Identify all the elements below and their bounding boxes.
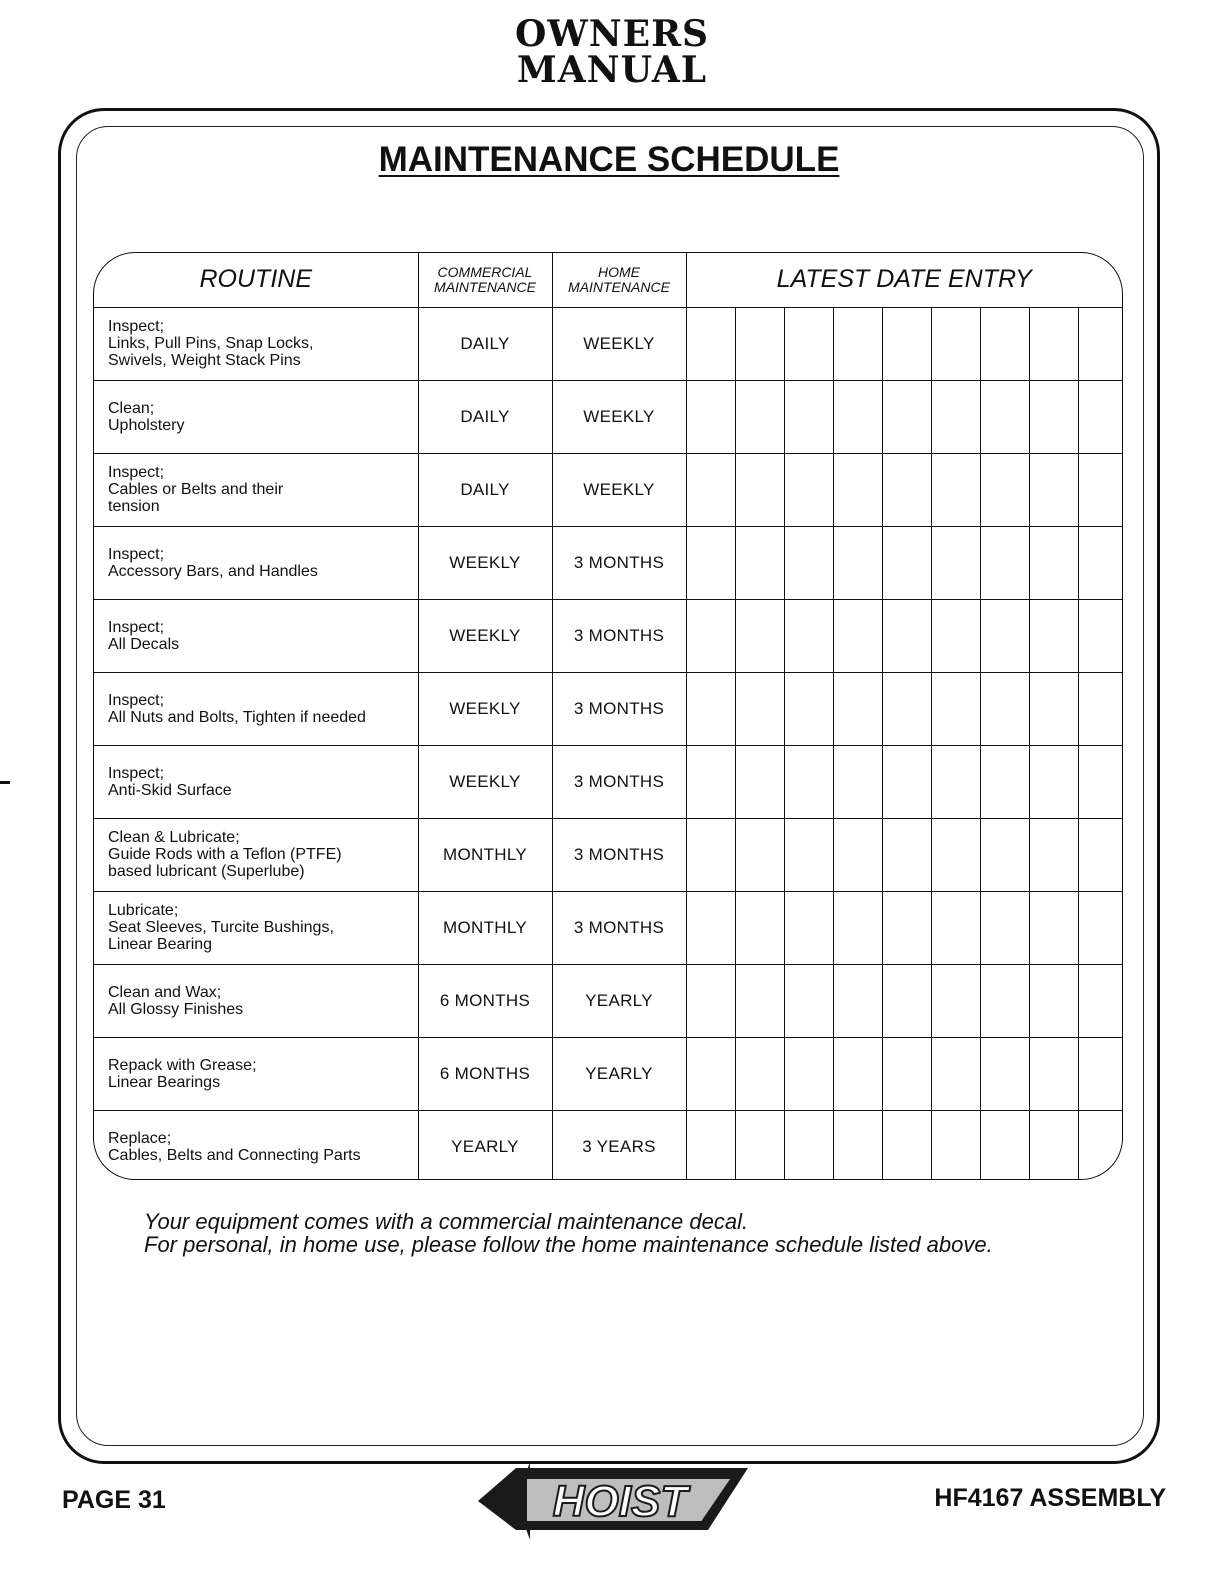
routine-cell [94,1110,418,1180]
date-entry-cell[interactable] [735,745,784,818]
home-frequency: 3 YEARS [552,1110,686,1180]
routine-line: based lubricant (Superlube) [108,863,305,880]
date-entry-cell[interactable] [833,964,882,1037]
date-entry-cell[interactable] [735,453,784,526]
table-row [94,745,1122,818]
date-entry-cell[interactable] [1029,307,1078,380]
date-entry-cell[interactable] [931,307,980,380]
date-entry-cell[interactable] [1078,526,1122,599]
date-entry-cell[interactable] [1029,745,1078,818]
table-body [94,307,1122,1180]
date-entry-cell[interactable] [784,745,833,818]
date-entry-cell[interactable] [686,891,735,964]
header-commercial-line-2: MAINTENANCE [434,278,536,295]
date-entry-cell[interactable] [735,380,784,453]
header-home-maintenance [552,253,686,307]
routine-line: Inspect; [108,545,165,563]
date-entry-cell[interactable] [931,453,980,526]
date-entry-cell[interactable] [931,526,980,599]
home-frequency: 3 MONTHS [552,672,686,745]
date-entry-cell[interactable] [833,818,882,891]
home-frequency: YEARLY [552,1037,686,1110]
table-row [94,307,1122,380]
date-entry-cell[interactable] [931,964,980,1037]
home-frequency: 3 MONTHS [552,818,686,891]
routine-line: Links, Pull Pins, Snap Locks, [108,335,314,352]
routine-cell [94,891,418,964]
date-entry-cell[interactable] [882,380,931,453]
home-frequency: 3 MONTHS [552,891,686,964]
routine-line: Clean; [108,399,155,417]
date-entry-cell[interactable] [784,891,833,964]
date-entry-cell[interactable] [833,745,882,818]
date-entry-cell[interactable] [882,964,931,1037]
home-frequency: 3 MONTHS [552,526,686,599]
routine-line: All Nuts and Bolts, Tighten if needed [108,708,366,726]
date-entry-cell[interactable] [882,307,931,380]
date-entry-cell[interactable] [1029,1037,1078,1110]
commercial-frequency: DAILY [418,307,552,380]
date-entry-cell[interactable] [980,891,1029,964]
maintenance-schedule-table [94,253,1122,1180]
date-entry-cell[interactable] [735,1110,784,1180]
date-entry-cell[interactable] [882,672,931,745]
routine-cell [94,964,418,1037]
date-entry-cell[interactable] [882,599,931,672]
date-entry-cell[interactable] [735,672,784,745]
routine-cell [94,453,418,526]
date-entry-cell[interactable] [784,380,833,453]
commercial-frequency: WEEKLY [418,599,552,672]
date-entry-cell[interactable] [686,599,735,672]
header-routine: ROUTINE [94,253,418,307]
routine-line: Inspect; [108,691,165,709]
routine-line: Inspect; [108,318,165,335]
date-entry-cell[interactable] [931,380,980,453]
routine-line: All Decals [108,635,180,653]
header-commercial-line-1: COMMERCIAL [437,263,533,280]
date-entry-cell[interactable] [882,1037,931,1110]
commercial-frequency: DAILY [418,380,552,453]
date-entry-cell[interactable] [1078,891,1122,964]
date-entry-cell[interactable] [1078,599,1122,672]
date-entry-cell[interactable] [882,1110,931,1180]
table-row [94,1037,1122,1110]
commercial-frequency: MONTHLY [418,891,552,964]
commercial-frequency: 6 MONTHS [418,1037,552,1110]
date-entry-cell[interactable] [931,818,980,891]
routine-line: Inspect; [108,764,165,782]
date-entry-cell[interactable] [735,307,784,380]
home-frequency: WEEKLY [552,307,686,380]
date-entry-cell[interactable] [1078,307,1122,380]
date-entry-cell[interactable] [686,964,735,1037]
date-entry-cell[interactable] [833,891,882,964]
commercial-frequency: MONTHLY [418,818,552,891]
date-entry-cell[interactable] [931,745,980,818]
routine-line: Clean and Wax; [108,983,222,1001]
date-entry-cell[interactable] [1029,891,1078,964]
date-entry-cell[interactable] [833,599,882,672]
date-entry-cell[interactable] [833,307,882,380]
hoist-logo [470,1460,755,1542]
routine-cell [94,307,418,380]
routine-line: All Glossy Finishes [108,1000,244,1018]
date-entry-cell[interactable] [980,380,1029,453]
date-entry-cell[interactable] [980,818,1029,891]
table-row [94,1110,1122,1180]
date-entry-cell[interactable] [1029,1110,1078,1180]
table-row [94,818,1122,891]
usage-note [144,1210,1104,1256]
date-entry-cell[interactable] [1078,745,1122,818]
date-entry-cell[interactable] [931,599,980,672]
date-entry-cell[interactable] [1078,453,1122,526]
routine-cell [94,599,418,672]
date-entry-cell[interactable] [735,599,784,672]
date-entry-cell[interactable] [1078,964,1122,1037]
date-entry-cell[interactable] [1078,672,1122,745]
table-row [94,599,1122,672]
date-entry-cell[interactable] [686,1037,735,1110]
routine-cell [94,380,418,453]
date-entry-cell[interactable] [784,1110,833,1180]
date-entry-cell[interactable] [735,1037,784,1110]
header-line-2: MANUAL [516,49,708,91]
commercial-frequency: WEEKLY [418,526,552,599]
routine-line: Replace; [108,1129,172,1147]
date-entry-cell[interactable] [1029,964,1078,1037]
document-header [0,13,1224,91]
date-entry-cell[interactable] [1029,380,1078,453]
date-entry-cell[interactable] [931,672,980,745]
date-entry-cell[interactable] [784,526,833,599]
date-entry-cell[interactable] [1029,599,1078,672]
header-home-line-1: HOME [598,263,640,280]
page-edge-mark [0,781,10,784]
date-entry-cell[interactable] [784,453,833,526]
date-entry-cell[interactable] [980,307,1029,380]
date-entry-cell[interactable] [882,891,931,964]
date-entry-cell[interactable] [980,1037,1029,1110]
date-entry-cell[interactable] [931,891,980,964]
header-line-1: OWNERS [514,13,710,55]
date-entry-cell[interactable] [882,526,931,599]
date-entry-cell[interactable] [931,1110,980,1180]
routine-line: Cables or Belts and their [108,481,284,498]
routine-line: Guide Rods with a Teflon (PTFE) [108,846,342,863]
home-frequency: 3 MONTHS [552,745,686,818]
routine-line: Upholstery [108,416,185,434]
home-frequency: WEEKLY [552,453,686,526]
date-entry-cell[interactable] [686,1110,735,1180]
date-entry-cell[interactable] [686,380,735,453]
logo-text: HOIST [552,1477,688,1526]
commercial-frequency: YEARLY [418,1110,552,1180]
date-entry-cell[interactable] [784,672,833,745]
routine-line: Inspect; [108,464,165,481]
table-row [94,453,1122,526]
routine-line: Repack with Grease; [108,1056,257,1074]
date-entry-cell[interactable] [1078,818,1122,891]
date-entry-cell[interactable] [833,1037,882,1110]
date-entry-cell[interactable] [735,526,784,599]
date-entry-cell[interactable] [980,453,1029,526]
routine-line: Clean & Lubricate; [108,829,240,846]
date-entry-cell[interactable] [1029,453,1078,526]
home-frequency: 3 MONTHS [552,599,686,672]
date-entry-cell[interactable] [980,745,1029,818]
commercial-frequency: 6 MONTHS [418,964,552,1037]
date-entry-cell[interactable] [784,599,833,672]
date-entry-cell[interactable] [980,964,1029,1037]
date-entry-cell[interactable] [833,1110,882,1180]
home-frequency: WEEKLY [552,380,686,453]
date-entry-cell[interactable] [882,745,931,818]
routine-line: Anti-Skid Surface [108,781,232,799]
date-entry-cell[interactable] [784,307,833,380]
routine-cell [94,818,418,891]
date-entry-cell[interactable] [735,891,784,964]
date-entry-cell[interactable] [980,672,1029,745]
model-label: HF4167 ASSEMBLY [934,1484,1166,1512]
table-row [94,964,1122,1037]
commercial-frequency: WEEKLY [418,672,552,745]
routine-line: Cables, Belts and Connecting Parts [108,1146,361,1164]
routine-cell [94,526,418,599]
routine-line: Seat Sleeves, Turcite Bushings, [108,919,334,936]
date-entry-cell[interactable] [735,818,784,891]
routine-line: Accessory Bars, and Handles [108,562,318,580]
date-entry-cell[interactable] [1078,1037,1122,1110]
date-entry-cell[interactable] [882,818,931,891]
schedule-table-frame [93,252,1123,1180]
page-number: PAGE 31 [62,1486,166,1514]
date-entry-cell[interactable] [833,672,882,745]
date-entry-cell[interactable] [1029,526,1078,599]
date-entry-cell[interactable] [833,453,882,526]
date-entry-cell[interactable] [1078,380,1122,453]
date-entry-cell[interactable] [784,964,833,1037]
date-entry-cell[interactable] [833,380,882,453]
table-row [94,380,1122,453]
routine-cell [94,745,418,818]
table-header-row [94,253,1122,307]
date-entry-cell[interactable] [980,599,1029,672]
note-line-2: For personal, in home use, please follow the home maintenance schedule listed above. [144,1232,993,1257]
routine-line: Swivels, Weight Stack Pins [108,352,301,369]
header-commercial-maintenance [418,253,552,307]
date-entry-cell[interactable] [833,526,882,599]
home-frequency: YEARLY [552,964,686,1037]
routine-line: tension [108,498,160,515]
routine-line: Lubricate; [108,902,179,919]
routine-cell [94,1037,418,1110]
table-row [94,891,1122,964]
date-entry-cell[interactable] [980,526,1029,599]
commercial-frequency: WEEKLY [418,745,552,818]
routine-cell [94,672,418,745]
header-latest-date-entry: LATEST DATE ENTRY [686,253,1122,307]
routine-line: Linear Bearings [108,1073,221,1091]
table-row [94,526,1122,599]
date-entry-cell[interactable] [686,307,735,380]
date-entry-cell[interactable] [1029,672,1078,745]
commercial-frequency: DAILY [418,453,552,526]
page-title: MAINTENANCE SCHEDULE [378,140,840,179]
note-line-1: Your equipment comes with a commercial maintenance decal. [144,1209,749,1234]
date-entry-cell[interactable] [735,964,784,1037]
date-entry-cell[interactable] [931,1037,980,1110]
date-entry-cell[interactable] [882,453,931,526]
date-entry-cell[interactable] [784,818,833,891]
date-entry-cell[interactable] [686,745,735,818]
routine-line: Linear Bearing [108,936,213,953]
date-entry-cell[interactable] [686,672,735,745]
table-row [94,672,1122,745]
date-entry-cell[interactable] [784,1037,833,1110]
date-entry-cell[interactable] [686,818,735,891]
date-entry-cell[interactable] [1029,818,1078,891]
date-entry-cell[interactable] [686,453,735,526]
header-home-line-2: MAINTENANCE [568,278,670,295]
routine-line: Inspect; [108,618,165,636]
date-entry-cell[interactable] [980,1110,1029,1180]
date-entry-cell[interactable] [686,526,735,599]
